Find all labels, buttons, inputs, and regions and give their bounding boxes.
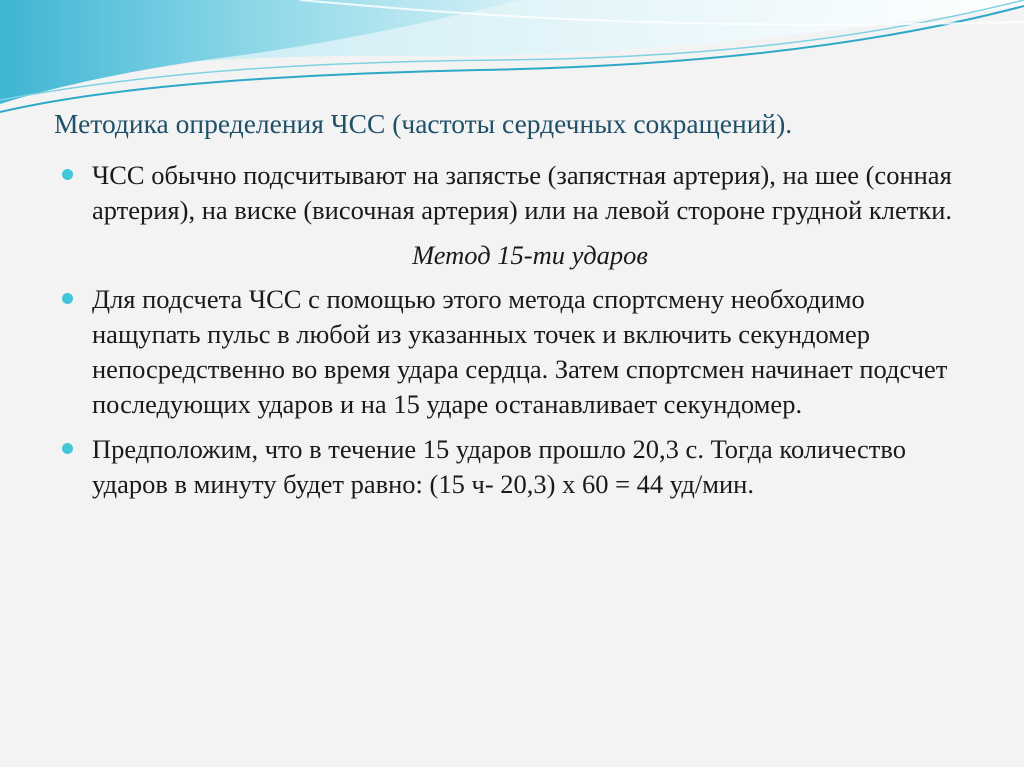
method-subheading: Метод 15-ти ударов	[412, 240, 648, 270]
bullet-text: Предположим, что в течение 15 ударов прошло 20,3 с. Тогда количество ударов в минуту будет равно: (15 ч- 20,3) х 60 = 44 уд/мин.	[92, 434, 906, 499]
bullet-dot-icon	[62, 293, 73, 304]
bullet-text: Для подсчета ЧСС с помощью этого метода спортсмену необходимо нащупать пульс в любой из указанных точек и включить секундомер непосредственно во время удара сердца. Затем спортсмен начинает подсчет последующих ударов и на 15 ударе останавливает секундомер.	[92, 284, 948, 419]
slide-title: Методика определения ЧСС (частоты сердечных сокращений).	[54, 108, 793, 139]
bullet-item	[58, 282, 968, 422]
bullet-dot-icon	[62, 169, 73, 180]
slide-content	[58, 158, 968, 512]
bullet-text: ЧСС обычно подсчитывают на запястье (запястная артерия), на шее (сонная артерия), на виске (височная артерия) или на левой стороне грудной клетки.	[92, 160, 952, 225]
wave-decoration	[0, 0, 1024, 120]
bullet-dot-icon	[62, 443, 73, 454]
bullet-item	[58, 432, 968, 502]
bullet-item	[58, 158, 968, 228]
